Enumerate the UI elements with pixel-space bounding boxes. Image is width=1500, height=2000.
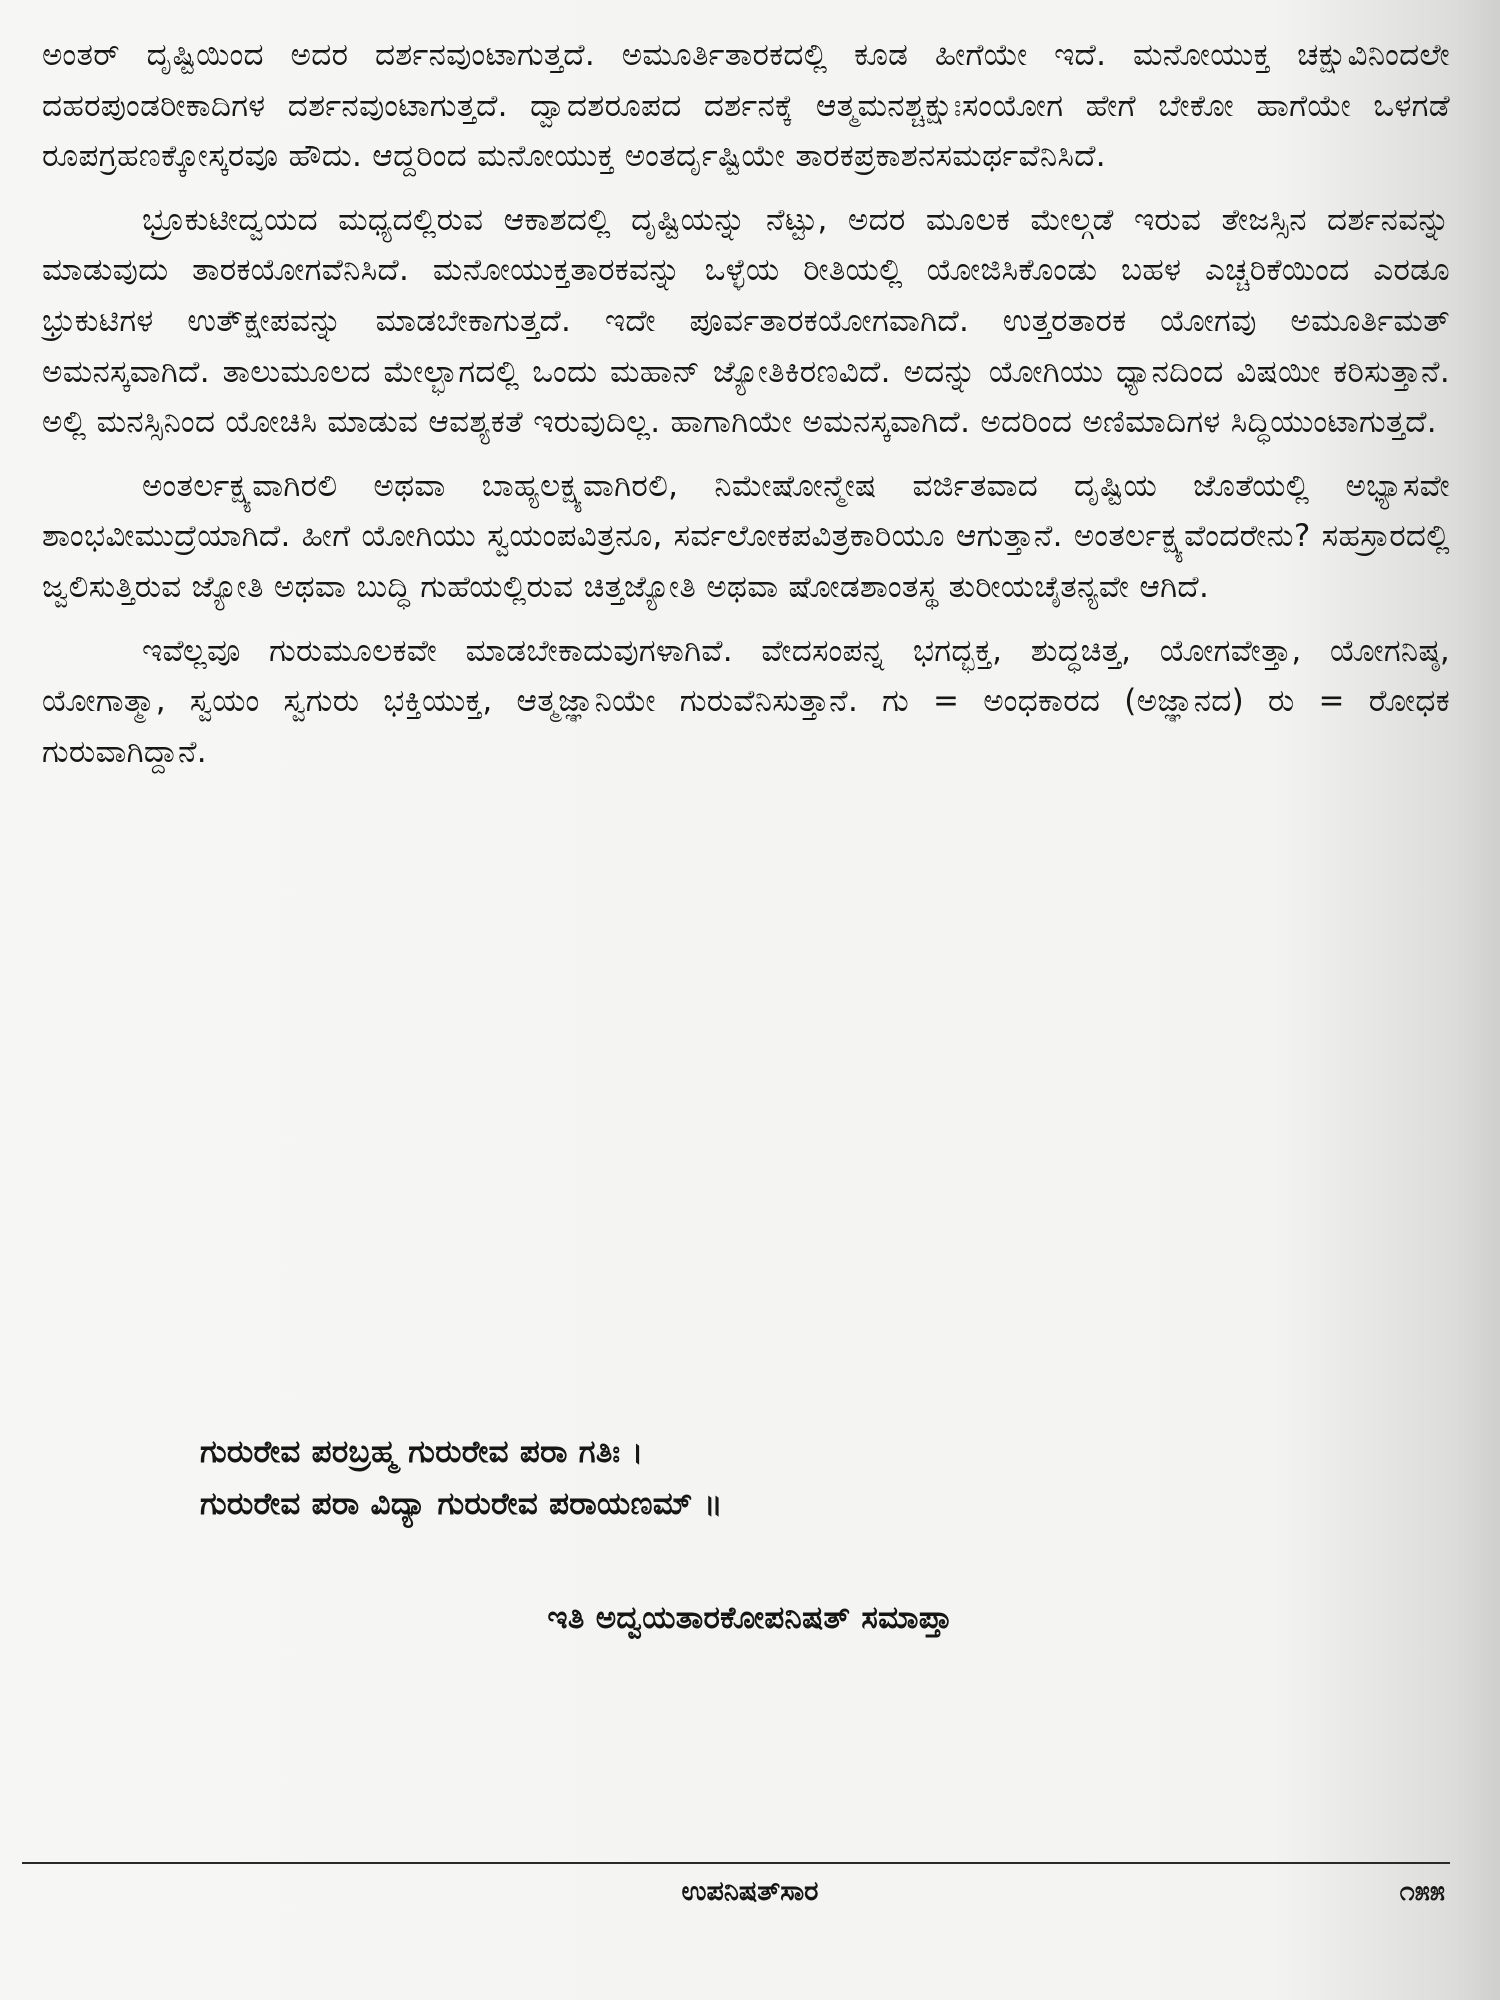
footer-title: ಉಪನಿಷತ್‌ಸಾರ [681,1876,819,1907]
verse-line-2: ಗುರುರೇವ ಪರಾ ವಿದ್ಯಾ ಗುರುರೇವ ಪರಾಯಣಮ್ ॥ [200,1486,723,1522]
paragraph-2: ಭ್ರೂಕುಟೀದ್ವಯದ ಮಧ್ಯದಲ್ಲಿರುವ ಆಕಾಶದಲ್ಲಿ ದೃಷ್ಟಿಯನ್ನು ನೆಟ್ಟು, ಅದರ ಮೂಲಕ ಮೇಲ್ಗಡೆ ಇರುವ ತೇಜಸ್ಸಿನ ದರ್ಶನವನ್ನು ಮಾಡುವುದು ತಾರಕಯೋಗವೆನಿಸಿದೆ. ಮನೋಯುಕ್ತತಾರಕವನ್ನು ಒಳ್ಳೆಯ ರೀತಿಯಲ್ಲಿ ಯೋಜಿಸಿಕೊಂಡು ಬಹಳ ಎಚ್ಚರಿಕೆಯಿಂದ ಎರಡೂ ಭ್ರುಕುಟಿಗಳ ಉತ್ಕ್ಷೇಪವನ್ನು ಮಾಡಬೇಕಾಗುತ್ತದೆ. ಇದೇ ಪೂರ್ವತಾರಕಯೋಗವಾಗಿದೆ. ಉತ್ತರತಾರಕ ಯೋಗವು ಅಮೂರ್ತಿಮತ್ ಅಮನಸ್ಕವಾಗಿದೆ. ತಾಲುಮೂಲದ ಮೇಲ್ಭಾಗದಲ್ಲಿ ಒಂದು ಮಹಾನ್ ಜ್ಯೋತಿಕಿರಣವಿದೆ. ಅದನ್ನು ಯೋಗಿಯು ಧ್ಯಾನದಿಂದ ವಿಷಯೀ ಕರಿಸುತ್ತಾನೆ. ಅಲ್ಲಿ ಮನಸ್ಸಿನಿಂದ ಯೋಚಿಸಿ ಮಾಡುವ ಆವಶ್ಯಕತೆ ಇರುವುದಿಲ್ಲ. ಹಾಗಾಗಿಯೇ ಅಮನಸ್ಕವಾಗಿದೆ. ಅದರಿಂದ ಅಣಿಮಾದಿಗಳ ಸಿದ್ಧಿಯುಂಟಾಗುತ್ತದೆ. [42,201,1450,441]
body-text [42,30,1450,790]
verse-line-1: ಗುರುರೇವ ಪರಬ್ರಹ್ಮ ಗುರುರೇವ ಪರಾ ಗತಿಃ । [200,1434,644,1470]
guru-verse [200,1426,723,1530]
footer-divider [22,1862,1450,1864]
closing-line: ಇತಿ ಅದ್ವಯತಾರಕೋಪನಿಷತ್ ಸಮಾಪ್ತಾ [547,1600,953,1636]
page-number: ೧೫೫ [1399,1876,1445,1907]
paragraph-1: ಅಂತರ್ ದೃಷ್ಟಿಯಿಂದ ಅದರ ದರ್ಶನವುಂಟಾಗುತ್ತದೆ. ಅಮೂರ್ತಿತಾರಕದಲ್ಲಿ ಕೂಡ ಹೀಗೆಯೇ ಇದೆ. ಮನೋಯುಕ್ತ ಚಕ್ಷುವಿನಿಂದಲೇ ದಹರಪುಂಡರೀಕಾದಿಗಳ ದರ್ಶನವುಂಟಾಗುತ್ತದೆ. ದ್ವಾದಶರೂಪದ ದರ್ಶನಕ್ಕೆ ಆತ್ಮಮನಶ್ಚಕ್ಷುಃಸಂಯೋಗ ಹೇಗೆ ಬೇಕೋ ಹಾಗೆಯೇ ಒಳಗಡೆ ರೂಪಗ್ರಹಣಕ್ಕೋಸ್ಕರವೂ ಹೌದು. ಆದ್ದರಿಂದ ಮನೋಯುಕ್ತ ಅಂತರ್ದೃಷ್ಟಿಯೇ ತಾರಕಪ್ರಕಾಶನಸಮರ್ಥವೆನಿಸಿದೆ. [42,37,1450,175]
paragraph-3: ಅಂತರ್ಲಕ್ಷ್ಯವಾಗಿರಲಿ ಅಥವಾ ಬಾಹ್ಯಲಕ್ಷ್ಯವಾಗಿರಲಿ, ನಿಮೇಷೋನ್ಮೇಷ ವರ್ಜಿತವಾದ ದೃಷ್ಟಿಯ ಜೊತೆಯಲ್ಲಿ ಅಭ್ಯಾಸವೇ ಶಾಂಭವೀಮುದ್ರೆಯಾಗಿದೆ. ಹೀಗೆ ಯೋಗಿಯು ಸ್ವಯಂಪವಿತ್ರನೂ, ಸರ್ವಲೋಕಪವಿತ್ರಕಾರಿಯೂ ಆಗುತ್ತಾನೆ. ಅಂತರ್ಲಕ್ಷ್ಯವೆಂದರೇನು? ಸಹಸ್ರಾರದಲ್ಲಿ ಜ್ವಲಿಸುತ್ತಿರುವ ಜ್ಯೋತಿ ಅಥವಾ ಬುದ್ಧಿ ಗುಹೆಯಲ್ಲಿರುವ ಚಿತ್ತಜ್ಯೋತಿ ಅಥವಾ ಷೋಡಶಾಂತಸ್ಥ ತುರೀಯಚೈತನ್ಯವೇ ಆಗಿದೆ. [42,467,1450,605]
paragraph-4: ಇವೆಲ್ಲವೂ ಗುರುಮೂಲಕವೇ ಮಾಡಬೇಕಾದುವುಗಳಾಗಿವೆ. ವೇದಸಂಪನ್ನ ಭಗದ್ಭಕ್ತ, ಶುದ್ಧಚಿತ್ತ, ಯೋಗವೇತ್ತಾ, ಯೋಗನಿಷ್ಠ, ಯೋಗಾತ್ಮಾ, ಸ್ವಯಂ ಸ್ವಗುರು ಭಕ್ತಿಯುಕ್ತ, ಆತ್ಮಜ್ಞಾನಿಯೇ ಗುರುವೆನಿಸುತ್ತಾನೆ. ಗು = ಅಂಧಕಾರದ (ಅಜ್ಞಾನದ) ರು = ರೋಧಕ ಗುರುವಾಗಿದ್ದಾನೆ. [42,632,1450,770]
